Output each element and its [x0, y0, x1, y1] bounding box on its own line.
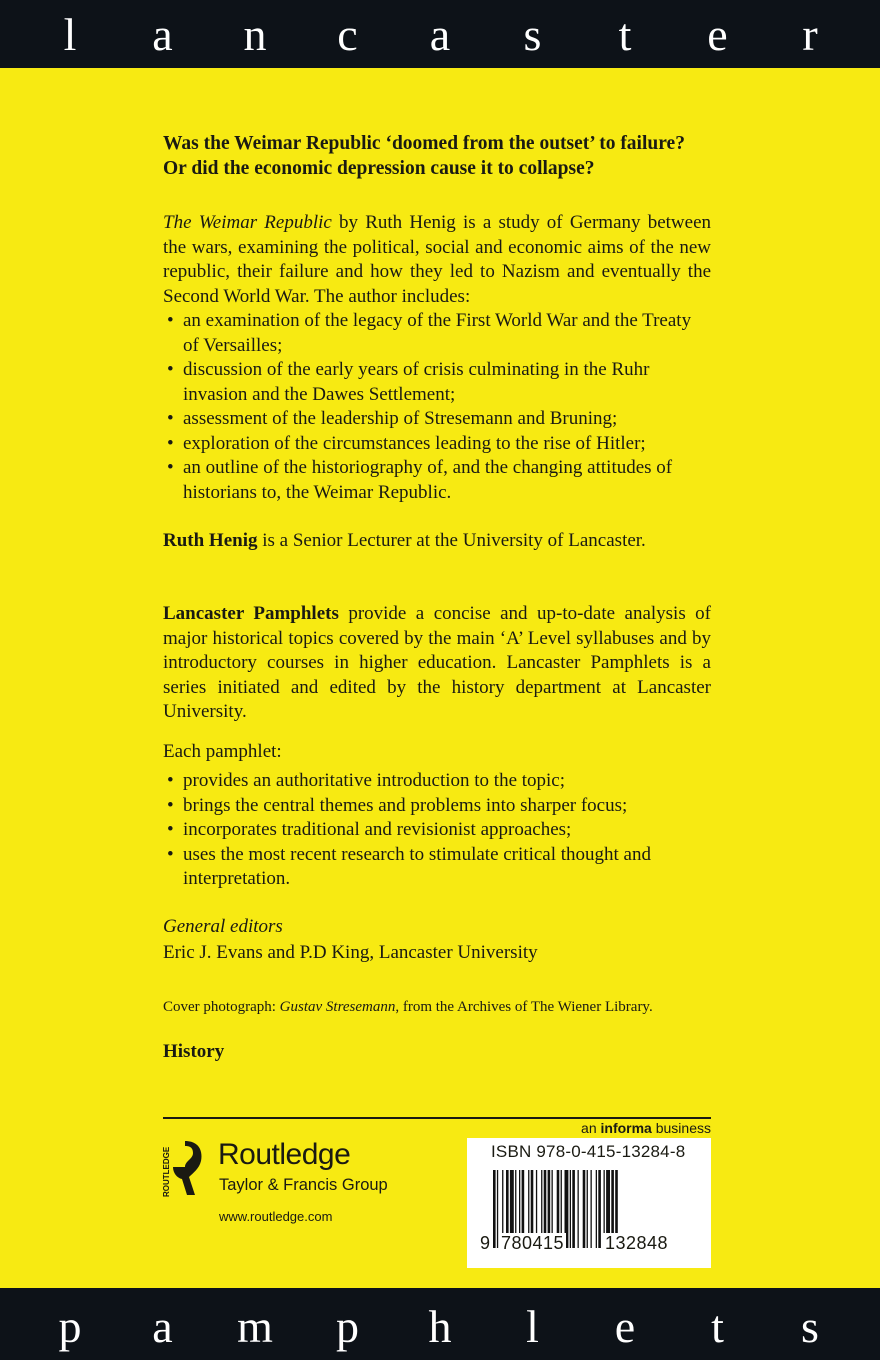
series-letter: l — [526, 1301, 539, 1352]
series-letter: h — [428, 1301, 452, 1352]
bullet-icon: • — [167, 310, 174, 331]
divider — [163, 1117, 711, 1119]
footer-series-word — [40, 1300, 840, 1353]
list-item: • incorporates traditional and revisionist approaches; — [163, 818, 711, 843]
series-letter: e — [614, 1301, 636, 1352]
series-letter: r — [802, 9, 818, 60]
book-title: The Weimar Republic — [163, 212, 332, 233]
barcode-bar — [591, 1170, 592, 1248]
series-letter: a — [152, 9, 173, 60]
barcode-bar — [578, 1170, 579, 1248]
photo-credit: Cover photograph: Gustav Stresemann, from the Archives of The Wiener Library. — [163, 999, 653, 1015]
informa-brand: informa — [600, 1120, 652, 1136]
author-bio — [163, 529, 711, 554]
routledge-logo-icon — [163, 1137, 205, 1199]
question-line: Was the Weimar Republic ‘doomed from the outset’ to failure? — [163, 133, 685, 154]
author-name: Ruth Henig — [163, 530, 258, 551]
series-letter: a — [429, 9, 451, 60]
footer-band — [0, 1288, 880, 1360]
list-item: • provides an authoritative introduction to the topic; — [163, 769, 711, 794]
series-letter: m — [237, 1301, 273, 1352]
list-item: • exploration of the circumstances leading to the rise of Hitler; — [163, 432, 711, 457]
series-letter: a — [152, 1301, 173, 1352]
bullet-icon: • — [167, 819, 174, 840]
series-letter: t — [618, 9, 632, 60]
question-line: Or did the economic depression cause it to collapse? — [163, 158, 595, 179]
editors-label: General editors — [163, 916, 283, 937]
cover-question — [163, 131, 711, 181]
bullet-icon: • — [167, 359, 174, 380]
isbn-label: ISBN 978-0-415-13284-8 — [491, 1142, 686, 1161]
series-letter: n — [243, 9, 267, 60]
list-item: • assessment of the leadership of Stresemann and Bruning; — [163, 407, 711, 432]
bullet-icon: • — [167, 432, 174, 454]
series-letter: p — [58, 1301, 82, 1352]
series-letter: s — [801, 1301, 819, 1352]
bullet-icon: • — [167, 770, 174, 791]
informa-tagline: an informa business — [581, 1120, 711, 1136]
list-item: • brings the central themes and problems into sharper focus; — [163, 794, 711, 819]
subject-category: History — [163, 1041, 225, 1062]
barcode-bar — [497, 1170, 498, 1248]
book-contents-list — [163, 309, 711, 505]
barcode-bar — [583, 1170, 586, 1248]
series-text: provide a concise and up-to-date analysis of major historical topics covered by the main ‘A’ Level syllabuses and by introductory courses in higher education. Lancaster Pamphlets is a series initiated and edited by the history department at Lancaster University. — [163, 603, 712, 722]
bullet-icon: • — [167, 843, 174, 865]
series-letter: l — [63, 9, 77, 60]
series-letter: p — [336, 1301, 359, 1352]
book-description — [163, 211, 711, 309]
list-item: • uses the most recent research to stimulate critical thought and interpretation. — [167, 843, 651, 889]
header-series-word — [40, 8, 840, 61]
list-item: • an outline of the historiography of, and the changing attitudes of historians to, the Weimar Republic. — [167, 457, 673, 503]
bullet-icon: • — [167, 408, 174, 429]
barcode-bar — [587, 1170, 588, 1248]
series-letter: s — [523, 9, 542, 60]
barcode-bar — [493, 1170, 496, 1248]
barcode-digits-left: 780415 — [501, 1233, 565, 1253]
barcode-bar — [598, 1170, 601, 1248]
publisher-group: Taylor & Francis Group — [219, 1176, 388, 1194]
publisher-name: Routledge — [218, 1138, 351, 1171]
each-pamphlet-label: Each pamphlet: — [163, 741, 282, 762]
bullet-icon: • — [167, 794, 174, 816]
series-description — [163, 602, 711, 725]
author-text: is a Senior Lecturer at the University of Lancaster. — [257, 530, 646, 551]
pamphlet-features-list — [163, 769, 711, 892]
logo-vertical-text: ROUTLEDGE — [162, 1146, 171, 1197]
barcode-bar — [596, 1170, 597, 1248]
series-letter: c — [337, 9, 358, 60]
barcode-digits-right: 132848 — [605, 1233, 669, 1253]
editors-names: Eric J. Evans and P.D King, Lancaster University — [163, 942, 538, 963]
list-item: • an examination of the legacy of the First World War and the Treaty of Versailles; — [167, 310, 692, 356]
barcode-bar — [570, 1170, 571, 1248]
series-letter: e — [707, 9, 728, 60]
list-item: • discussion of the early years of crisis culminating in the Ruhr invasion and the Dawes Settlement; — [167, 359, 650, 405]
bullet-icon: • — [167, 457, 174, 478]
barcode-bar — [572, 1170, 575, 1248]
barcode-lead-digit: 9 — [480, 1233, 491, 1253]
series-name: Lancaster Pamphlets — [163, 603, 339, 624]
series-letter: t — [711, 1301, 724, 1352]
photo-subject: Gustav Stresemann — [279, 999, 396, 1015]
publisher-url: www.routledge.com — [219, 1209, 333, 1224]
header-band — [0, 0, 880, 68]
description-text: by Ruth Henig is a study of Germany between the wars, examining the political, social and economic aims of the new republic, their failure and how they led to Nazism and eventually the Second World War. The author includes: — [163, 212, 711, 307]
